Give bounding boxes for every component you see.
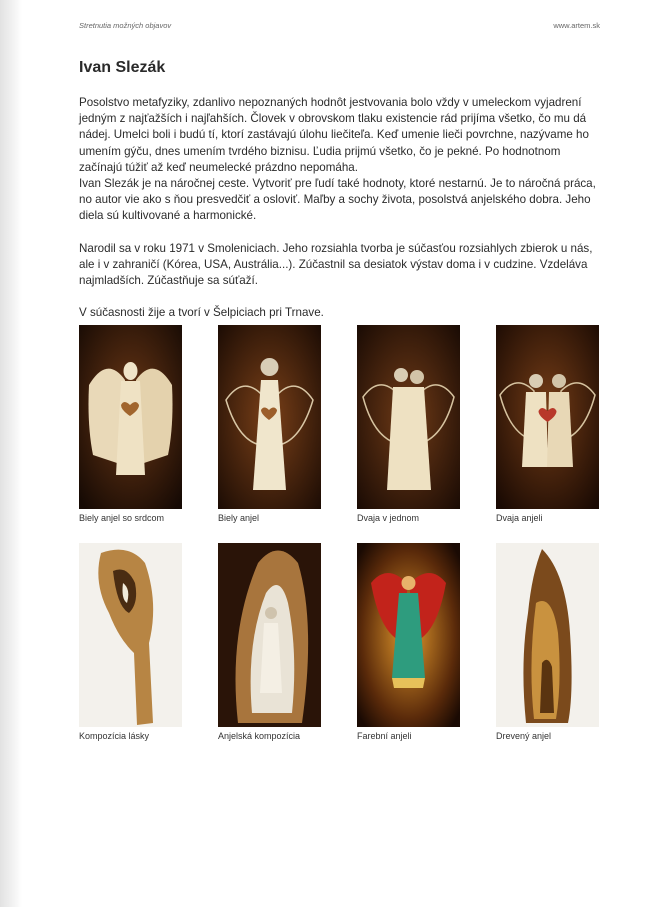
artwork-photo-colourful-angels xyxy=(357,543,460,727)
artwork-photo-white-angel xyxy=(218,325,321,509)
article-body xyxy=(79,95,599,321)
artwork-photo-two-in-one xyxy=(357,325,460,509)
artwork-card xyxy=(357,325,461,523)
artwork-photo-composition-of-love xyxy=(79,543,182,727)
artwork-card xyxy=(218,543,322,741)
artwork-card xyxy=(79,543,183,741)
artwork-caption: Dvaja anjeli xyxy=(496,513,543,523)
artwork-caption: Dvaja v jednom xyxy=(357,513,420,523)
artwork-card xyxy=(496,325,600,523)
paragraph-intro-b: Ivan Slezák je na náročnej ceste. Vytvoriť pre ľudí také hodnoty, ktoré nestarnú. Je to náročná práca, no autor vie ako s ňou presvedčiť a osloviť. Maľby a sochy života, posolstvá anjelského dobra. Jeho diela sú kultivované a harmonické. xyxy=(79,177,596,223)
artwork-caption: Farební anjeli xyxy=(357,731,412,741)
artwork-caption: Drevený anjel xyxy=(496,731,552,741)
paragraph-residence: V súčasnosti žije a tvorí v Šelpiciach pri Trnave. xyxy=(79,306,324,320)
artwork-caption: Anjelská kompozícia xyxy=(218,731,301,741)
artwork-photo-white-angel-heart xyxy=(79,325,182,509)
artwork-caption: Biely anjel so srdcom xyxy=(79,513,165,523)
artwork-card xyxy=(357,543,461,741)
artwork-card xyxy=(496,543,600,741)
paragraph-intro-a: Posolstvo metafyziky, zdanlivo nepoznaných hodnôt jestvovania bolo vždy v umeleckom vyjadrení jedným z najťažších i najľahších. Človek v obrovskom tlaku existencie rád prijíma všetko, čo mu dá nádej. Umelci boli i budú tí, ktorí zastávajú úlohu liečiteľa. Keď umenie lieči povrchne, nazývame ho umením gýču, dnes umením tvrdého biznisu. Ľudia prijmú všetko, čo je pekné. Po hodnotnom začínajú túžiť až keď neumelecké prázdno nepomáha. xyxy=(79,96,589,174)
artwork-caption: Biely anjel xyxy=(218,513,260,523)
artwork-photo-wooden-angel xyxy=(496,543,599,727)
page-binding-shadow xyxy=(0,0,22,907)
artwork-photo-angelic-composition xyxy=(218,543,321,727)
artwork-photo-two-angels xyxy=(496,325,599,509)
artwork-card xyxy=(218,325,322,523)
running-header-title: Stretnutia možných objavov xyxy=(79,21,172,30)
paragraph-intro xyxy=(79,95,599,225)
article-title: Ivan Slezák xyxy=(79,59,166,76)
artwork-card xyxy=(79,325,183,523)
paragraph-biography: Narodil sa v roku 1971 v Smoleniciach. Jeho rozsiahla tvorba je súčasťou rozsiahlych zbierok u nás, ale i v zahraničí (Kórea, USA, Austrália...). Zúčastnil sa desiatok výstav doma i v cudzine. Vzdeláva najmladších. Zúčastňuje sa súťaží. xyxy=(79,241,593,288)
artwork-caption: Kompozícia lásky xyxy=(79,731,150,741)
running-header-url: www.artem.sk xyxy=(553,21,600,30)
artwork-gallery xyxy=(79,325,600,745)
